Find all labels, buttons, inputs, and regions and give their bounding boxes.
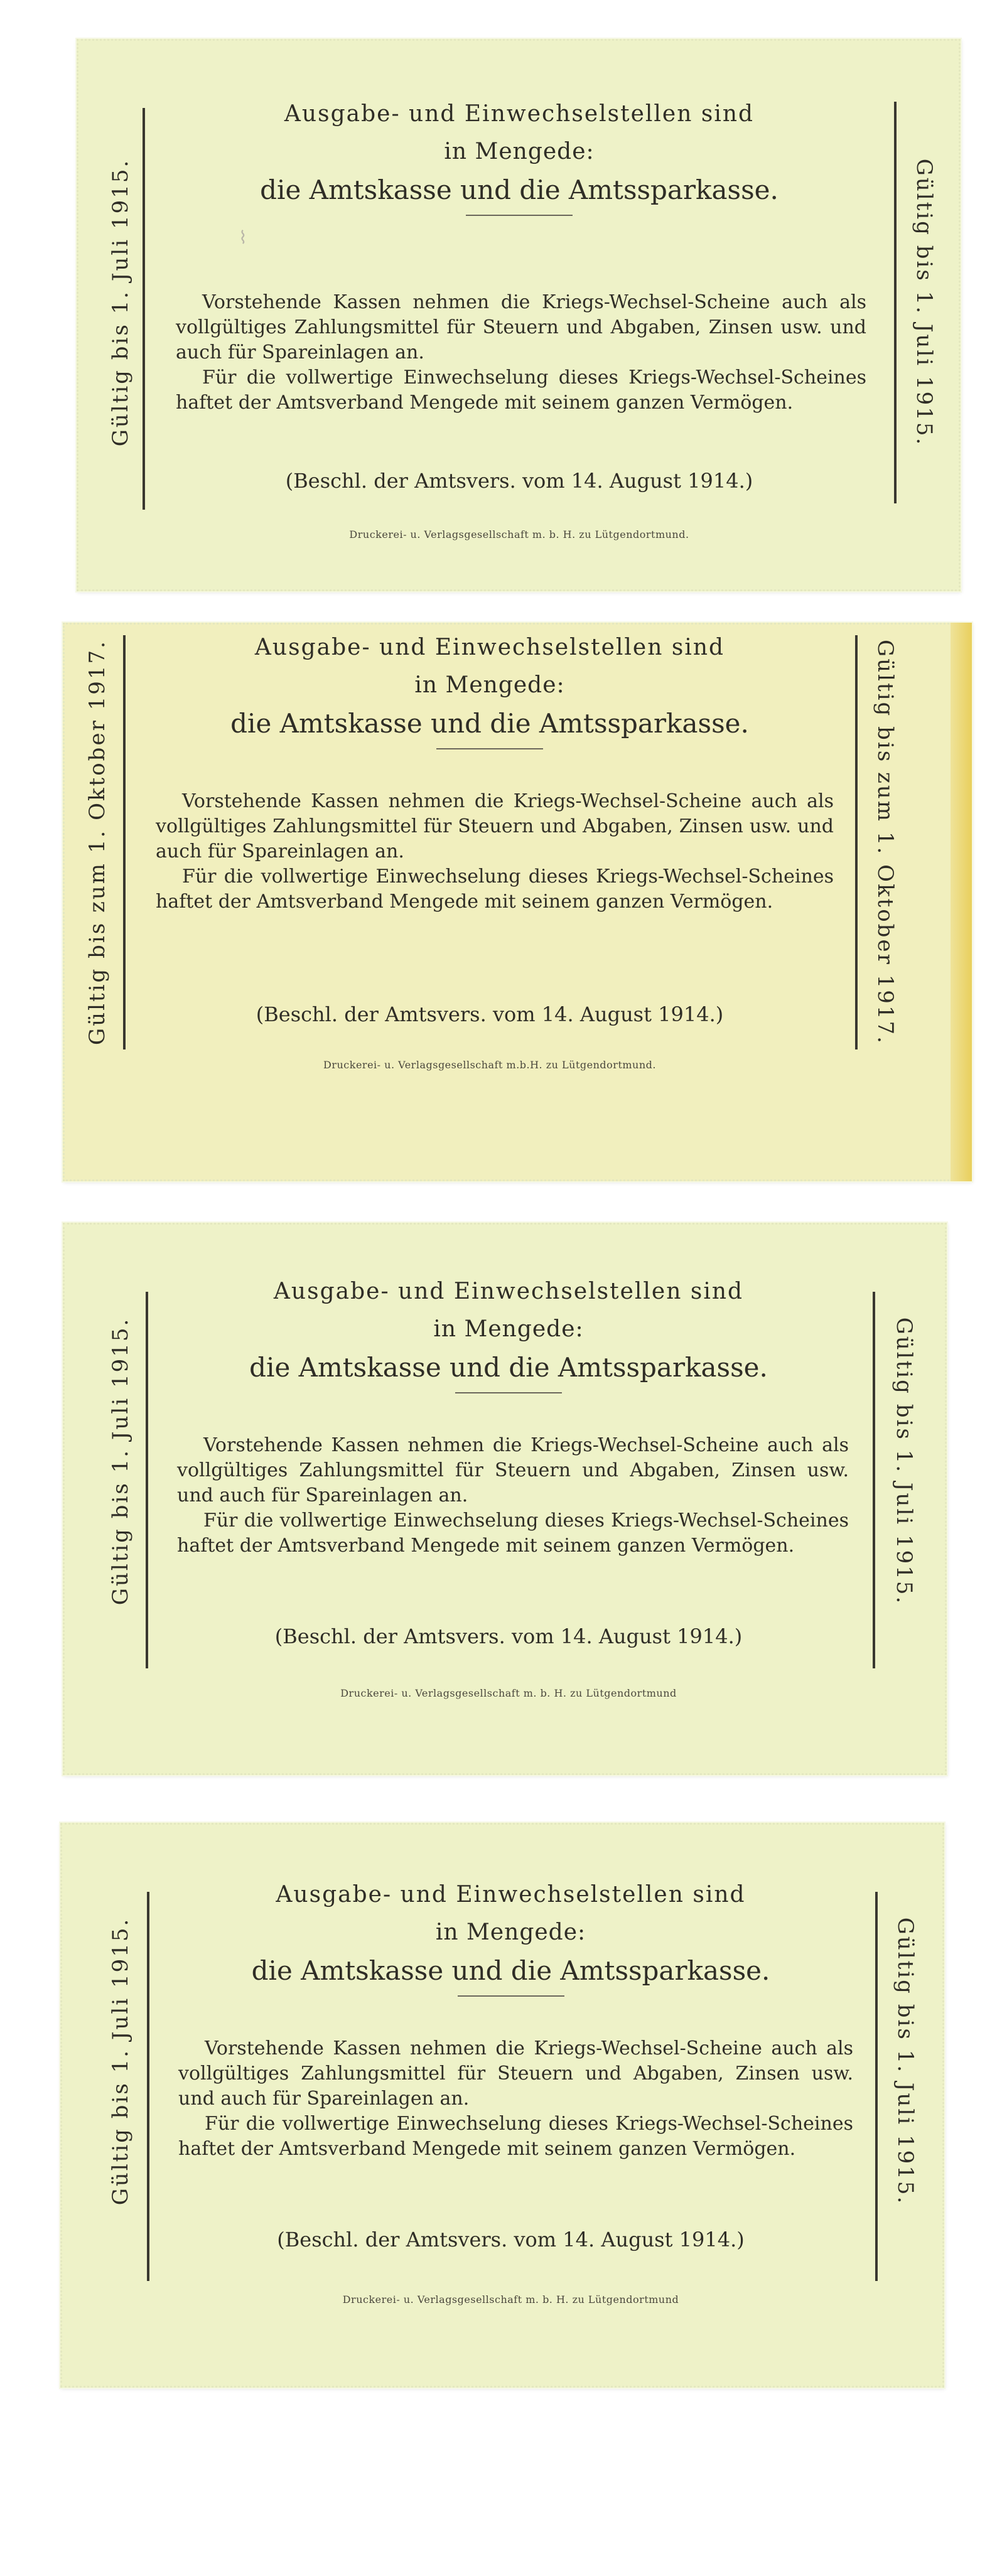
body-text [177,1433,849,1559]
printer-imprint: Druckerei- u. Verlagsgesellschaft m. b. H. zu Lütgendortmund [342,2294,679,2305]
heading-block [170,1876,851,2013]
paragraph-1: Vorstehende Kassen nehmen die Kriegs-Wechsel-Scheine auch als vollgültiges Zahlungsmittel für Steuern und Abgaben, Zinsen usw. und auch für Spareinlagen an. [176,291,866,363]
printer-imprint: Druckerei- u. Verlagsgesellschaft m. b. H. zu Lütgendortmund. [349,529,689,540]
heading-block [144,629,835,766]
divider [466,215,573,216]
body-text [176,290,866,416]
paragraph-2: Für die vollwertige Einwechselung dieses Kriegs-Wechsel-Scheines haftet der Amtsverband Mengede mit seinem ganzen Vermögen. [156,866,834,913]
validity-left: Gültig bis 1. Juli 1915. [108,1317,133,1606]
divider [436,748,543,749]
resolution-reference: (Beschl. der Amtsvers. vom 14. August 1914.) [285,469,753,493]
paragraph-1: Vorstehende Kassen nehmen die Kriegs-Wechsel-Scheine auch als vollgültiges Zahlungsmittel für Steuern und Abgaben, Zinsen usw. und auch für Spareinlagen an. [177,1434,849,1506]
paragraph-1: Vorstehende Kassen nehmen die Kriegs-Wechsel-Scheine auch als vollgültiges Zahlungsmittel für Steuern und Abgaben, Zinsen usw. und auch für Spareinlagen an. [178,2037,853,2110]
left-border-line [123,635,126,1049]
paragraph-2: Für die vollwertige Einwechselung dieses Kriegs-Wechsel-Scheines haftet der Amtsverband Mengede mit seinem ganzen Vermögen. [178,2113,853,2160]
heading-line-2: in Mengede: [435,1919,586,1945]
divider [455,1392,562,1393]
right-border-line [855,635,858,1049]
heading-line-2: in Mengede: [414,672,565,698]
war-exchange-note-3 [63,1223,947,1775]
heading-line-1: Ausgabe- und Einwechselstellen sind [273,1279,744,1304]
divider [458,1995,564,1997]
body-text [178,2036,853,2162]
heading-block [170,1273,848,1410]
validity-left: Gültig bis zum 1. Oktober 1917. [85,640,110,1045]
heading-line-2: in Mengede: [433,1316,584,1342]
left-border-line [143,108,145,510]
pencil-mark: ⌇ [239,227,247,248]
right-border-line [894,102,897,503]
validity-right: Gültig bis 1. Juli 1915. [912,158,937,447]
validity-left: Gültig bis 1. Juli 1915. [108,1917,133,2206]
heading-line-1: Ausgabe- und Einwechselstellen sind [254,635,725,660]
paragraph-1: Vorstehende Kassen nehmen die Kriegs-Wechsel-Scheine auch als vollgültiges Zahlungsmittel für Steuern und Abgaben, Zinsen usw. und auch für Spareinlagen an. [156,790,834,862]
resolution-reference: (Beschl. der Amtsvers. vom 14. August 1914.) [274,1624,743,1648]
right-border-line [873,1292,875,1668]
body-text [156,789,834,915]
heading-line-3: die Amtskasse und die Amtssparkasse. [249,1352,768,1383]
paragraph-2: Für die vollwertige Einwechselung dieses Kriegs-Wechsel-Scheines haftet der Amtsverband Mengede mit seinem ganzen Vermögen. [176,367,866,414]
war-exchange-note-1 [77,39,961,591]
printer-imprint: Druckerei- u. Verlagsgesellschaft m.b.H. zu Lütgendortmund. [323,1059,656,1071]
heading-block [171,95,868,232]
validity-left: Gültig bis 1. Juli 1915. [108,158,133,447]
heading-line-2: in Mengede: [444,139,595,164]
yellowed-edge [951,623,972,1181]
validity-right: Gültig bis zum 1. Oktober 1917. [873,640,898,1045]
validity-right: Gültig bis 1. Juli 1915. [893,1917,918,2206]
resolution-reference: (Beschl. der Amtsvers. vom 14. August 1914.) [256,1002,724,1026]
heading-line-3: die Amtskasse und die Amtssparkasse. [230,708,749,739]
heading-line-1: Ausgabe- und Einwechselstellen sind [284,101,755,127]
resolution-reference: (Beschl. der Amtsvers. vom 14. August 1914.) [277,2228,745,2251]
heading-line-3: die Amtskasse und die Amtssparkasse. [260,174,778,205]
war-exchange-note-2 [63,623,972,1181]
heading-line-3: die Amtskasse und die Amtssparkasse. [251,1955,770,1986]
printer-imprint: Druckerei- u. Verlagsgesellschaft m. b. H. zu Lütgendortmund [340,1687,677,1699]
left-border-line [146,1292,148,1668]
validity-right: Gültig bis 1. Juli 1915. [892,1317,917,1606]
heading-line-1: Ausgabe- und Einwechselstellen sind [276,1882,746,1908]
left-border-line [147,1892,149,2281]
war-exchange-note-4 [60,1823,944,2388]
paragraph-2: Für die vollwertige Einwechselung dieses Kriegs-Wechsel-Scheines haftet der Amtsverband Mengede mit seinem ganzen Vermögen. [177,1510,849,1557]
right-border-line [875,1892,878,2281]
